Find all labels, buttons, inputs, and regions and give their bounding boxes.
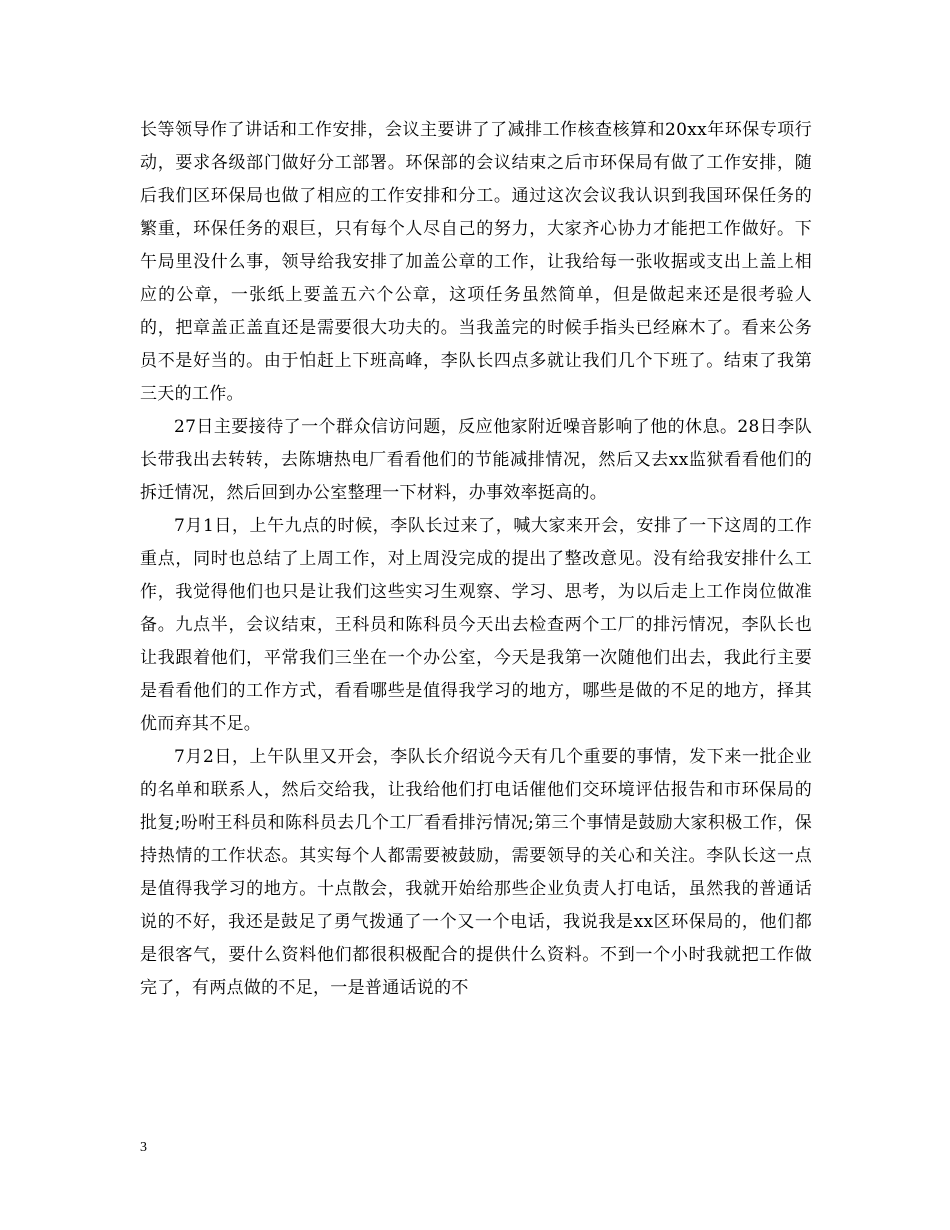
paragraph-4: 7月2日，上午队里又开会，李队长介绍说今天有几个重要的事情，发下来一批企业的名单和联系人，然后交给我，让我给他们打电话催他们交环境评估报告和市环保局的批复;吩咐王科员和陈科员去几个工厂看看排污情况;第三个事情是鼓励大家积极工作，保持热情的工作状态。其实每个人都需要被鼓励，需要领导的关心和关注。李队长这一点是值得我学习的地方。十点散会，我就开始给那些企业负责人打电话，虽然我的普通话说的不好，我还是鼓足了勇气拨通了一个又一个电话，我说我是xx区环保局的，他们都是很客气，要什么资料他们都很积极配合的提供什么资料。不到一个小时我就把工作做完了，有两点做的不足，一是普通话说的不 [140, 747, 812, 998]
document-body [140, 114, 812, 1005]
paragraph-2: 27日主要接待了一个群众信访问题，反应他家附近噪音影响了他的休息。28日李队长带我出去转转，去陈塘热电厂看看他们的节能减排情况，然后又去xx监狱看看他们的拆迁情况，然后回到办公室整理一下材料，办事效率挺高的。 [140, 417, 812, 503]
paragraph-3: 7月1日，上午九点的时候，李队长过来了，喊大家来开会，安排了一下这周的工作重点，同时也总结了上周工作，对上周没完成的提出了整改意见。没有给我安排什么工作，我觉得他们也只是让我们这些实习生观察、学习、思考，为以后走上工作岗位做准备。九点半，会议结束，王科员和陈科员今天出去检查两个工厂的排污情况，李队长也让我跟着他们，平常我们三坐在一个办公室，今天是我第一次随他们出去，我此行主要是看看他们的工作方式，看看哪些是值得我学习的地方，哪些是做的不足的地方，择其优而弃其不足。 [140, 516, 812, 734]
page-number: 3 [140, 1140, 147, 1155]
paragraph-1: 长等领导作了讲话和工作安排，会议主要讲了了减排工作核查核算和20xx年环保专项行动，要求各级部门做好分工部署。环保部的会议结束之后市环保局有做了工作安排，随后我们区环保局也做了相应的工作安排和分工。通过这次会议我认识到我国环保任务的繁重，环保任务的艰巨，只有每个人尽自己的努力，大家齐心协力才能把工作做好。下午局里没什么事，领导给我安排了加盖公章的工作，让我给每一张收据或支出上盖上相应的公章，一张纸上要盖五六个公章，这项任务虽然简单，但是做起来还是很考验人的，把章盖正盖直还是需要很大功夫的。当我盖完的时候手指头已经麻木了。看来公务员不是好当的。由于怕赶上下班高峰，李队长四点多就让我们几个下班了。结束了我第三天的工作。 [140, 120, 812, 404]
